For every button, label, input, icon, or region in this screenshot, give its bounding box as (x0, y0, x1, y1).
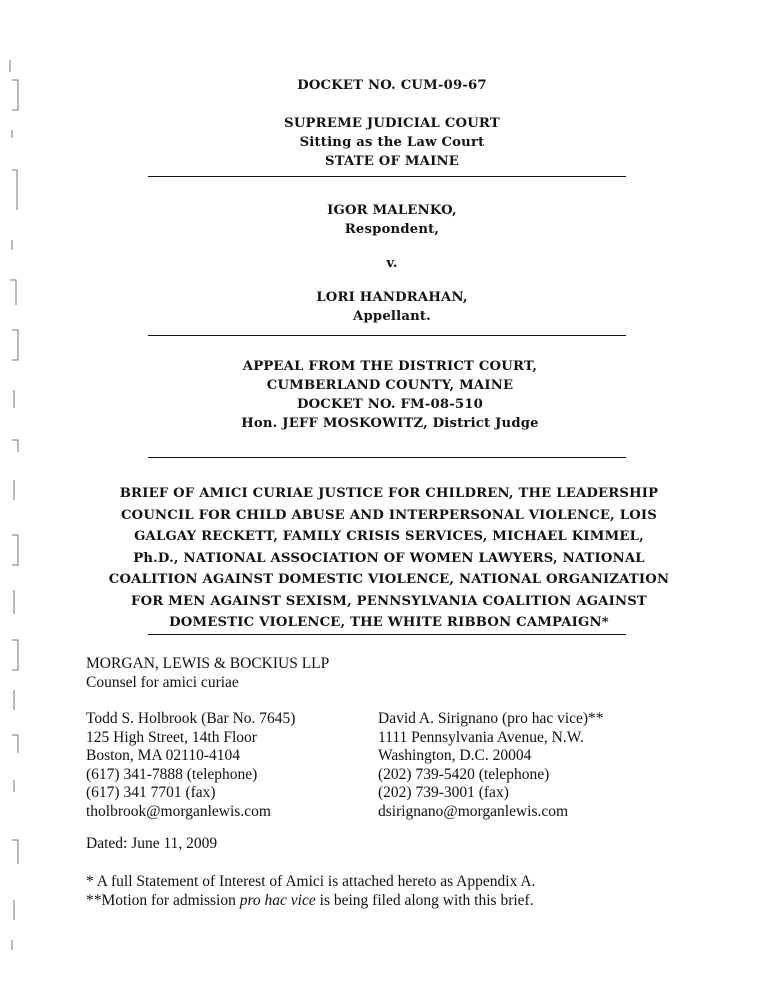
email: dsirignano@morganlewis.com (378, 802, 569, 820)
attorney-name: David A. Sirignano (pro hac vice)** (378, 710, 604, 727)
brief-title-line: COALITION AGAINST DOMESTIC VIOLENCE, NATIONAL ORGANIZATION (108, 572, 670, 587)
attorney-sirignano (378, 710, 604, 821)
email: tholbrook@morganlewis.com (86, 802, 271, 820)
respondent-name: IGOR MALENKO, (327, 203, 457, 218)
appellant-name: LORI HANDRAHAN, (316, 290, 468, 305)
fax: (202) 739-3001 (fax) (378, 784, 509, 801)
brief-title-line: Ph.D., NATIONAL ASSOCIATION OF WOMEN LAWYERS, NATIONAL (133, 550, 645, 566)
counsel-role: Counsel for amici curiae (86, 674, 239, 691)
appeal-line-3: DOCKET NO. FM-08-510 (296, 397, 484, 412)
versus: v. (386, 256, 398, 271)
footnotes (86, 872, 535, 910)
address-line: Boston, MA 02110-4104 (86, 747, 241, 764)
brief-title-line: COUNCIL FOR CHILD ABUSE AND INTERPERSONAL VIOLENCE, LOIS (120, 507, 658, 523)
footnote-1: * A full Statement of Interest of Amici is attached hereto as Appendix A. (86, 873, 536, 890)
court-heading (8, 114, 768, 171)
divider-rule (148, 176, 626, 177)
address-line: 1111 Pennsylvania Avenue, N.W. (378, 728, 584, 746)
brief-title-line: BRIEF OF AMICI CURIAE JUSTICE FOR CHILDREN, THE LEADERSHIP (119, 486, 659, 501)
phone: (617) 341-7888 (telephone) (86, 765, 258, 783)
address-line: Washington, D.C. 20004 (378, 747, 532, 764)
docket-number: DOCKET NO. CUM-09-67 (297, 78, 487, 93)
court-sitting: Sitting as the Law Court (299, 135, 485, 150)
respondent-role: Respondent, (344, 222, 440, 237)
court-name: SUPREME JUDICIAL COURT (284, 116, 500, 131)
brief-title-line: GALGAY RECKETT, FAMILY CRISIS SERVICES, MICHAEL KIMMEL, (134, 529, 644, 544)
fax: (617) 341 7701 (fax) (86, 784, 216, 801)
counsel-block (86, 654, 329, 692)
brief-title (5, 483, 768, 634)
appeal-block (6, 357, 768, 433)
footnote-2: **Motion for admission pro hac vice is being filed along with this brief. (86, 892, 534, 909)
judge-line: Hon. JEFF MOSKOWITZ, District Judge (241, 416, 539, 431)
address-line: 125 High Street, 14th Floor (86, 728, 257, 746)
brief-title-line: DOMESTIC VIOLENCE, THE WHITE RIBBON CAMPAIGN* (169, 615, 609, 630)
brief-title-line: FOR MEN AGAINST SEXISM, PENNSYLVANIA COALITION AGAINST (131, 593, 647, 609)
divider-rule (148, 457, 626, 458)
parties-block (8, 201, 768, 326)
appeal-line-2: CUMBERLAND COUNTY, MAINE (266, 378, 514, 393)
dated-line: Dated: June 11, 2009 (86, 835, 218, 852)
appellant-role: Appellant. (353, 309, 431, 324)
phone: (202) 739-5420 (telephone) (378, 765, 550, 783)
divider-rule (148, 335, 626, 336)
court-state: STATE OF MAINE (325, 154, 459, 169)
attorney-holbrook (86, 710, 295, 821)
attorney-name: Todd S. Holbrook (Bar No. 7645) (86, 710, 296, 727)
firm-name: MORGAN, LEWIS & BOCKIUS LLP (86, 655, 330, 672)
appeal-line-1: APPEAL FROM THE DISTRICT COURT, (242, 359, 538, 374)
divider-rule (148, 634, 626, 635)
